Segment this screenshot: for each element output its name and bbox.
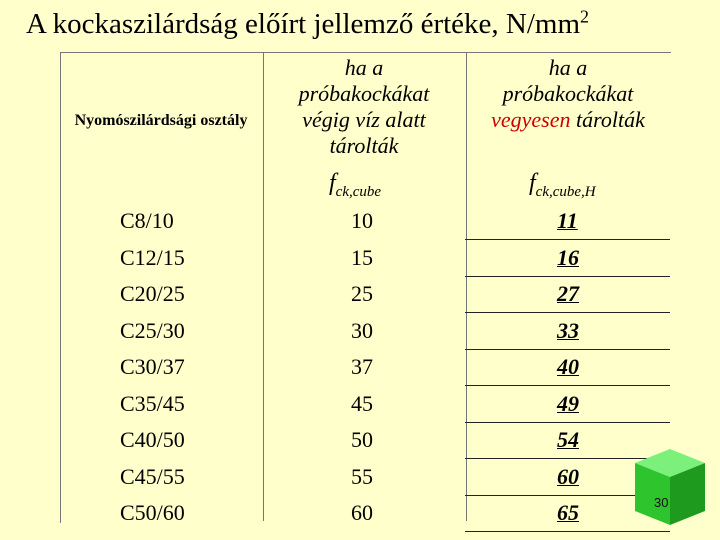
mixed-value: 40 [557, 354, 579, 379]
strength-class: C25/30 [120, 317, 185, 343]
water-value: 45 [351, 390, 373, 416]
page-title: A kockaszilárdság előírt jellemző értéke, $N/mm^2$ [26, 6, 590, 40]
strength-class: C35/45 [120, 390, 185, 416]
mixed-value: 11 [557, 208, 578, 233]
mixed-value: 54 [557, 427, 579, 452]
strength-class: C12/15 [120, 244, 185, 270]
row-divider [465, 349, 670, 350]
strength-class: C45/55 [120, 463, 185, 489]
row-divider [465, 531, 670, 532]
symbol-fck-cube: $f_{ck,cube}$ [329, 170, 382, 200]
water-value: 15 [351, 244, 373, 270]
row-divider [465, 276, 670, 277]
water-value: 37 [351, 354, 373, 379]
mixed-storage-header: ha a próbakockákat vegyesen tárolták [491, 55, 645, 132]
strength-class: C8/10 [120, 208, 174, 233]
row-divider [465, 312, 670, 313]
row-divider [465, 422, 670, 423]
strength-class: C20/25 [120, 281, 185, 306]
water-storage-header: ha a próbakockákat végig víz alatt tárolták [298, 55, 430, 158]
strength-class: C30/37 [120, 354, 185, 379]
row-divider [465, 385, 670, 386]
strength-class: C40/50 [120, 427, 185, 452]
water-value: 30 [351, 317, 373, 343]
water-value: 50 [351, 427, 373, 452]
mixed-value: 27 [557, 281, 579, 306]
row-divider [465, 239, 670, 240]
mixed-value: 60 [557, 463, 579, 489]
highlight-word: vegyesen [491, 107, 571, 132]
mixed-value: 33 [557, 317, 579, 343]
water-value: 25 [351, 281, 373, 306]
class-header: Nyomószilárdsági osztály [74, 112, 248, 129]
green-cube-icon [631, 447, 709, 529]
mixed-value: 49 [557, 390, 579, 416]
water-value: 55 [351, 463, 373, 489]
page-number: 30 [654, 495, 669, 510]
water-value: 60 [351, 500, 373, 525]
mixed-value: 16 [557, 244, 579, 270]
strength-class: C50/60 [120, 500, 185, 525]
mixed-value: 65 [557, 500, 579, 525]
symbol-fck-cube-h: $f_{ck,cube,H}$ [529, 170, 596, 200]
water-value: 10 [351, 208, 373, 233]
